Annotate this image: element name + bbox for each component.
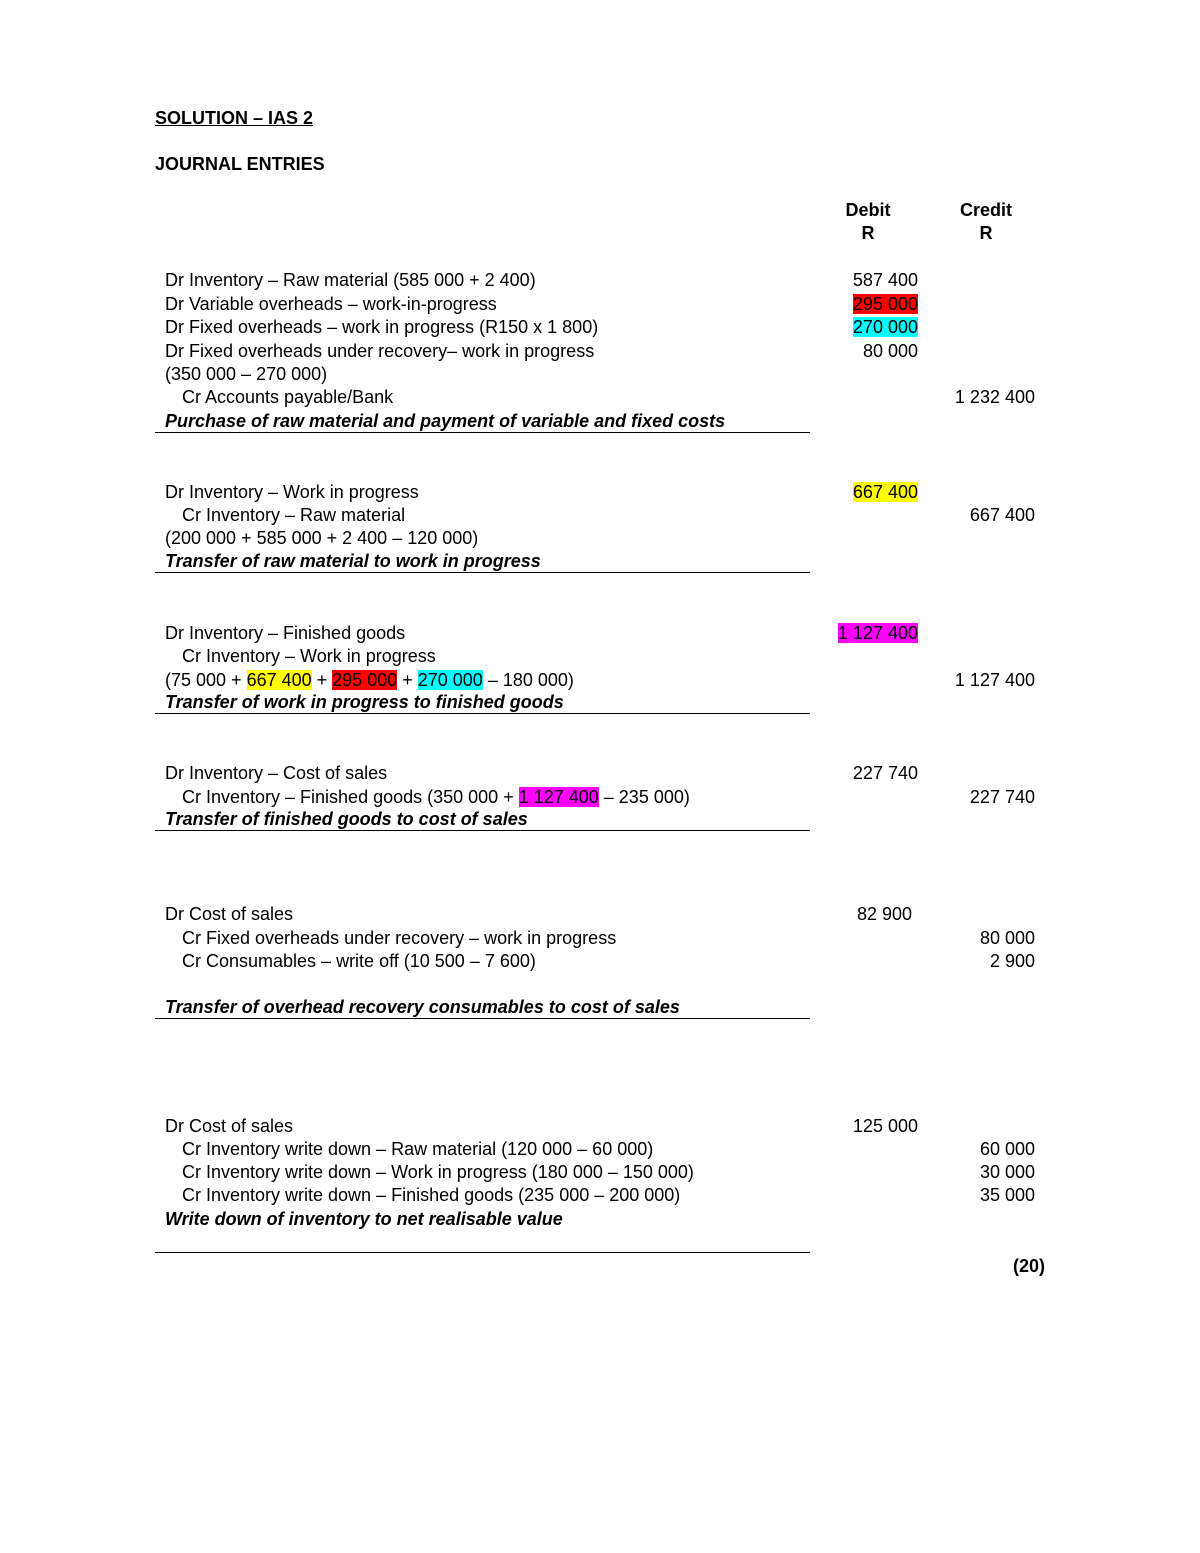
debit-amount: 587 400: [852, 270, 918, 290]
debit-amount: 125 000: [852, 1116, 918, 1136]
divider: [155, 1018, 810, 1019]
entry-line: Cr Fixed overheads under recovery – work in progress: [182, 928, 617, 948]
highlighted-amount: 667 400: [852, 482, 918, 502]
entry-narration: Write down of inventory to net realisable value: [165, 1209, 563, 1229]
entry-line: Dr Cost of sales: [165, 904, 294, 924]
document-title: SOLUTION – IAS 2: [155, 108, 314, 128]
entry-narration: Transfer of work in progress to finished goods: [165, 692, 564, 712]
credit-amount: 35 000: [979, 1185, 1035, 1205]
credit-currency: R: [979, 223, 993, 243]
divider: [155, 830, 810, 831]
divider: [155, 713, 810, 714]
highlighted-amount: 270 000: [417, 670, 483, 690]
entry-narration: Purchase of raw material and payment of variable and fixed costs: [165, 411, 726, 431]
credit-column-header: [946, 199, 1026, 245]
debit-amount: 227 740: [852, 763, 918, 783]
credit-amount: 1 127 400: [954, 670, 1035, 690]
credit-amount: 1 232 400: [954, 387, 1035, 407]
debit-amount: [818, 316, 918, 338]
credit-amount: 227 740: [969, 787, 1035, 807]
entry-line: Dr Variable overheads – work-in-progress: [165, 294, 497, 314]
highlighted-amount: 270 000: [852, 317, 918, 337]
entry-line: Dr Inventory – Cost of sales: [165, 763, 388, 783]
divider: [155, 572, 810, 573]
credit-amount: 667 400: [969, 505, 1035, 525]
credit-amount: 30 000: [979, 1162, 1035, 1182]
entry-line: Dr Fixed overheads under recovery– work in progress: [165, 341, 595, 361]
entry-narration: Transfer of raw material to work in progress: [165, 551, 541, 571]
debit-amount: [818, 622, 918, 644]
entry-line: (75 000 + 667 400 + 295 000 + 270 000 – 180 000): [165, 670, 574, 690]
credit-amount: 80 000: [979, 928, 1035, 948]
entry-line: Cr Inventory write down – Finished goods (235 000 – 200 000): [182, 1185, 681, 1205]
entry-line: (350 000 – 270 000): [165, 364, 328, 384]
entry-narration: Transfer of finished goods to cost of sales: [165, 809, 528, 829]
highlighted-amount: 295 000: [332, 670, 398, 690]
debit-amount: 80 000: [862, 341, 918, 361]
debit-amount: [818, 481, 918, 503]
entry-line: Dr Fixed overheads – work in progress (R150 x 1 800): [165, 317, 599, 337]
entry-line: Dr Inventory – Finished goods: [165, 623, 406, 643]
credit-label: Credit: [959, 200, 1012, 220]
total-marks: (20): [1012, 1256, 1045, 1276]
credit-amount: 2 900: [989, 951, 1035, 971]
entry-line: Cr Inventory write down – Work in progress (180 000 – 150 000): [182, 1162, 694, 1182]
debit-amount: [818, 293, 918, 315]
entry-narration: Transfer of overhead recovery consumables to cost of sales: [165, 997, 680, 1017]
debit-column-header: [828, 199, 908, 245]
section-heading: JOURNAL ENTRIES: [155, 154, 325, 174]
highlighted-amount: 1 127 400: [518, 787, 599, 807]
divider: [155, 432, 810, 433]
debit-label: Debit: [845, 200, 891, 220]
highlighted-amount: 667 400: [246, 670, 312, 690]
credit-amount: 60 000: [979, 1139, 1035, 1159]
highlighted-amount: 1 127 400: [837, 623, 918, 643]
entry-line: Dr Inventory – Work in progress: [165, 482, 419, 502]
entry-line: Cr Accounts payable/Bank: [182, 387, 394, 407]
debit-currency: R: [861, 223, 875, 243]
entry-line: Cr Inventory – Work in progress: [182, 646, 436, 666]
entry-line: Cr Consumables – write off (10 500 – 7 600): [182, 951, 536, 971]
entry-line: Dr Cost of sales: [165, 1116, 294, 1136]
entry-line: Cr Inventory – Finished goods (350 000 + 1 127 400 – 235 000): [182, 787, 690, 807]
entry-line: Cr Inventory – Raw material: [182, 505, 406, 525]
highlighted-amount: 295 000: [852, 294, 918, 314]
divider: [155, 1252, 810, 1253]
entry-line: Cr Inventory write down – Raw material (120 000 – 60 000): [182, 1139, 654, 1159]
debit-amount: 82 900: [856, 904, 912, 924]
entry-line: Dr Inventory – Raw material (585 000 + 2 400): [165, 270, 536, 290]
entry-line: (200 000 + 585 000 + 2 400 – 120 000): [165, 528, 479, 548]
